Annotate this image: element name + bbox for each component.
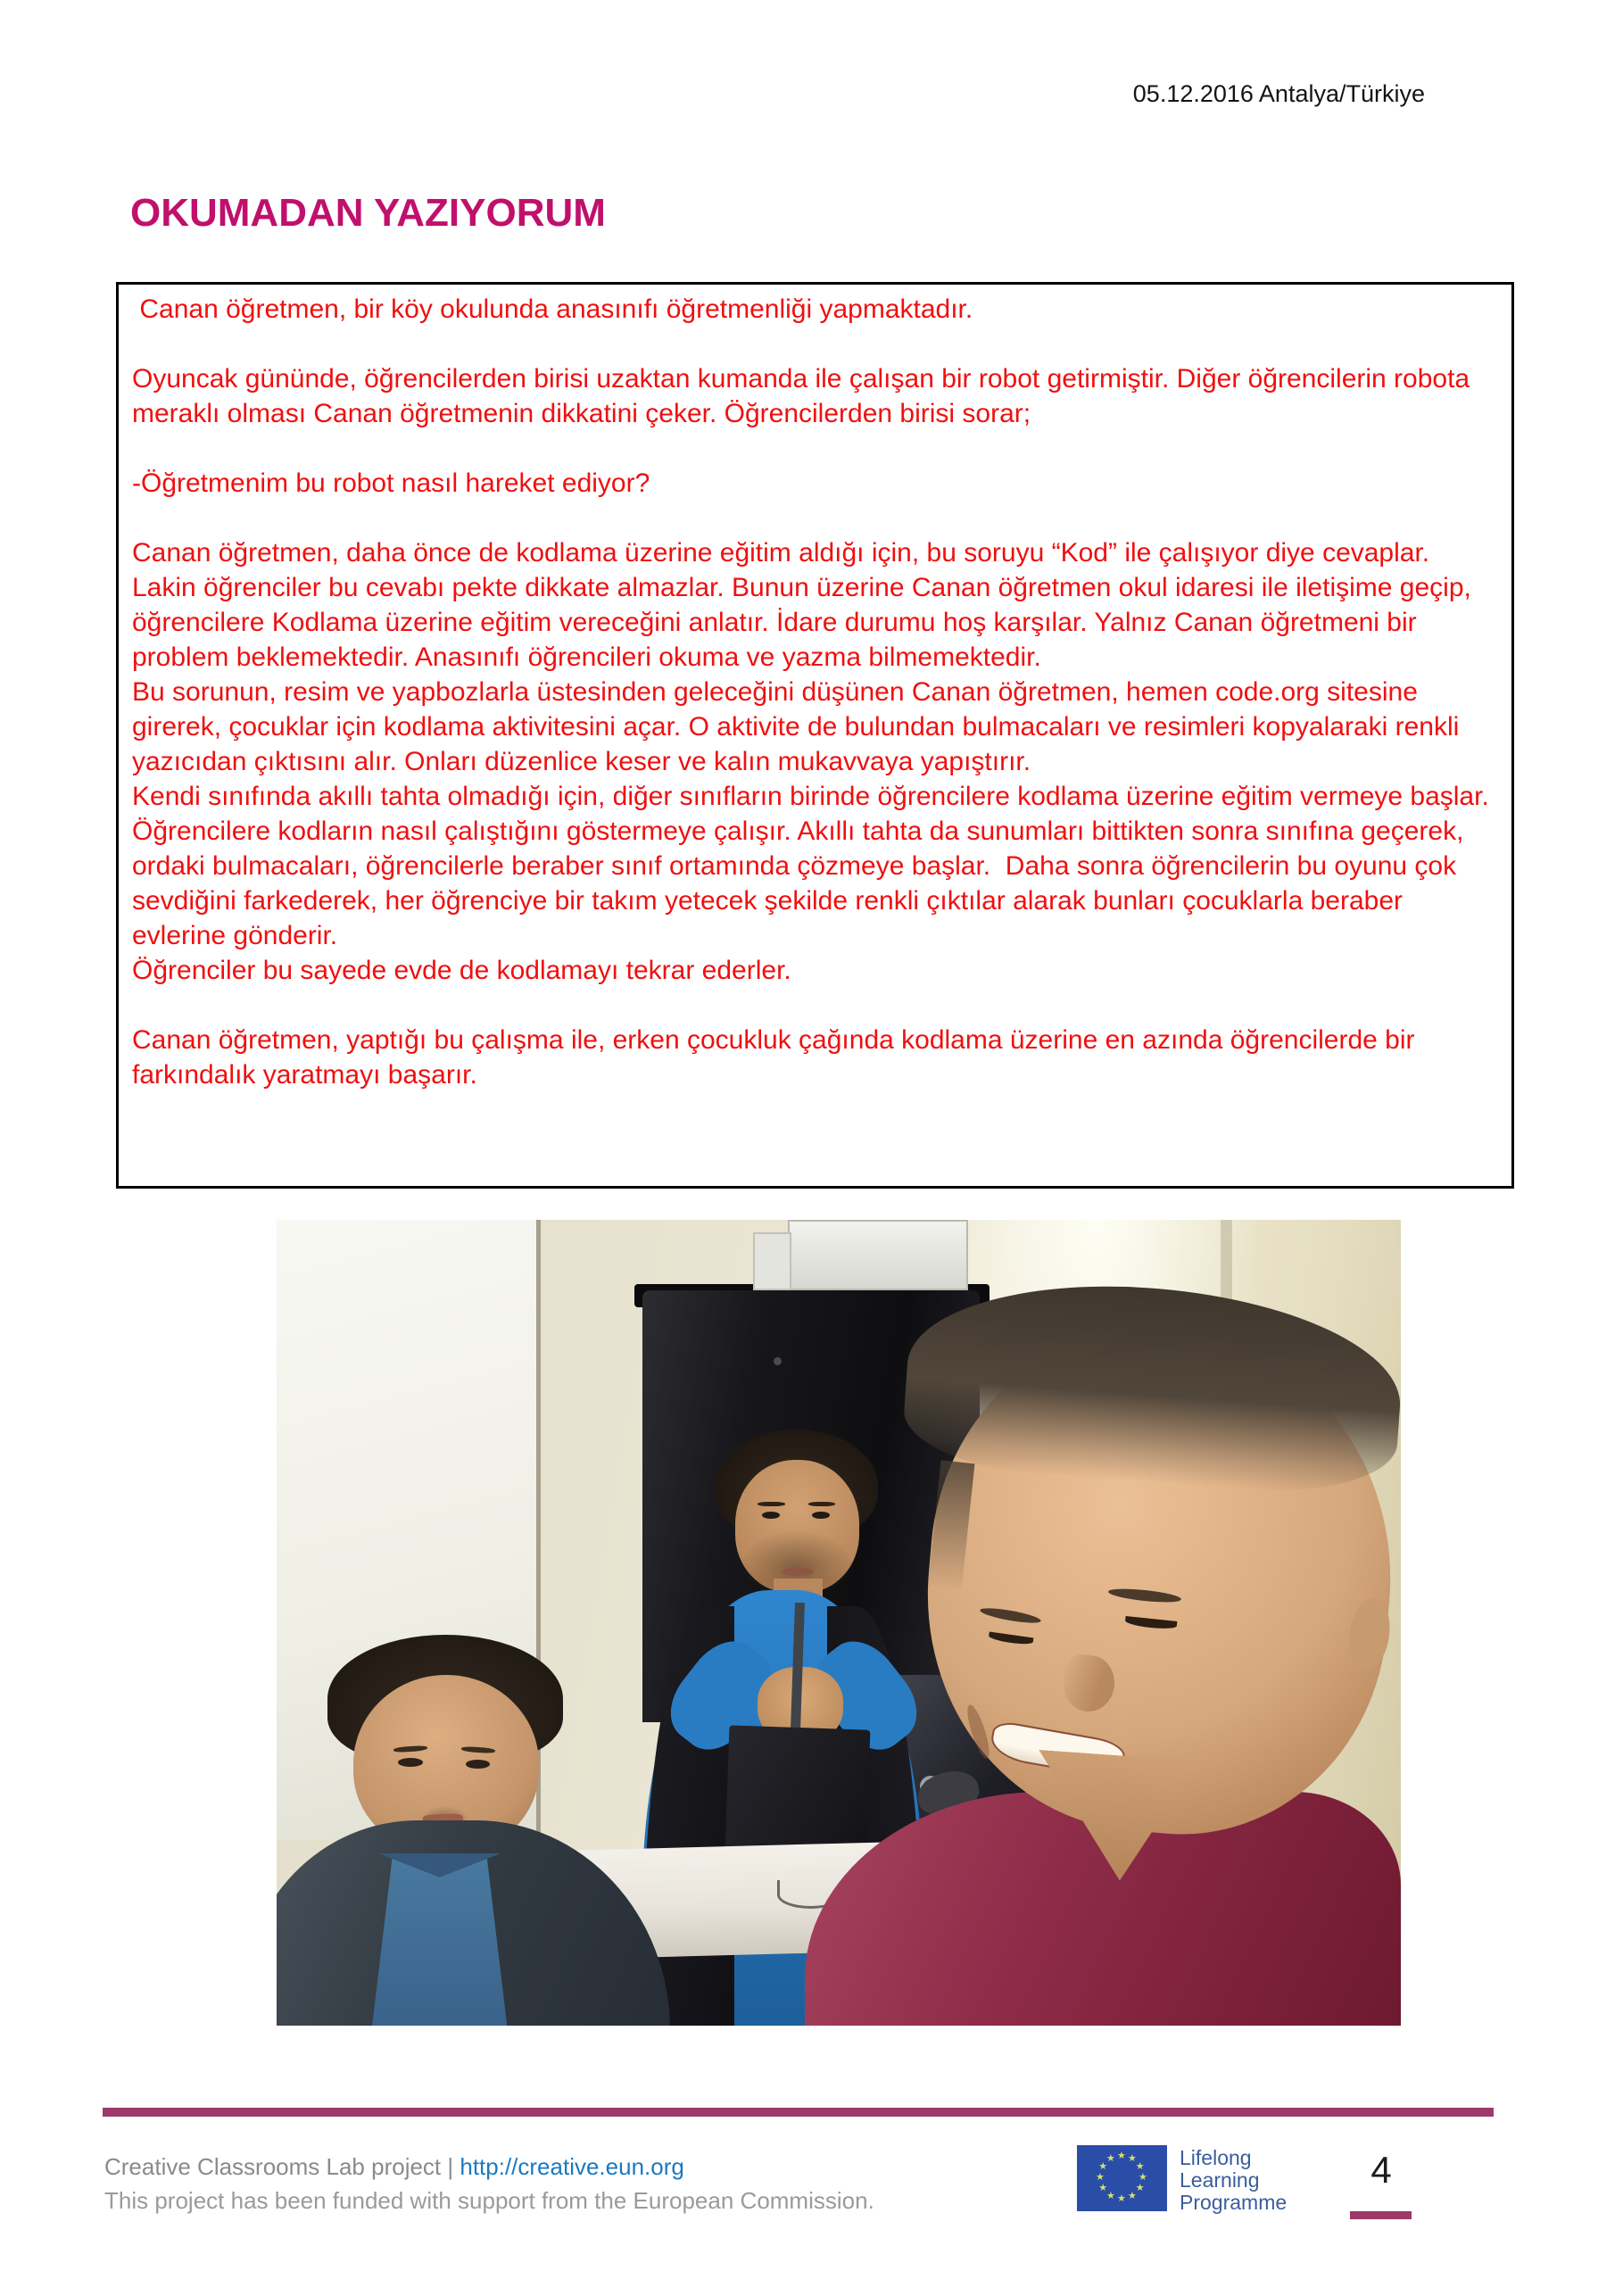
left-man-shirt [372,1856,507,2026]
header-date: 05.12.2016 Antalya/Türkiye [1132,80,1425,107]
footer-divider [103,2108,1494,2117]
eu-star-icon: ★ [1135,2161,1145,2172]
footer-project-link[interactable]: http://creative.eun.org [460,2153,684,2180]
eu-star-icon: ★ [1106,2153,1115,2165]
equipment-panel [753,1232,791,1290]
eu-star-icon: ★ [1106,2190,1115,2201]
llp-logo-line: Lifelong [1180,2146,1252,2169]
story-paragraph: -Öğretmenim bu robot nasıl hareket ediyor? [132,468,650,498]
page-number: 4 [1370,2149,1392,2191]
story-paragraph [132,327,1497,361]
story-paragraph: Canan öğretmen, bir köy okulunda anasınıfı öğretmenliği yapmaktadır. [132,294,973,324]
server-rack-handle [774,1357,782,1365]
llp-logo-text [1180,2147,1287,2214]
eu-star-icon: ★ [1117,2151,1126,2161]
eu-star-icon: ★ [1098,2161,1108,2172]
eu-flag-icon [1077,2145,1167,2211]
footer-funding-note: This project has been funded with support from the European Commission. [104,2187,874,2214]
footer-project-line [104,2153,684,2181]
left-man-eye [466,1760,491,1769]
center-man-eye [812,1512,830,1519]
eu-star-icon: ★ [1128,2153,1137,2165]
story-paragraph: Canan öğretmen, daha önce de kodlama üzerine eğitim aldığı için, bu soruyu “Kod” ile çalışıyor diye cevaplar. Lakin öğrenciler bu cevabı pekte dikkate almazlar. Bunun üzerine Canan öğretmen okul idaresi ile iletişime geçip, öğrencilere Kodlama üzerine eğitim vereceğini anlatır. İdare durumu hoş karşılar. Yalnız Canan öğretmeni bir problem beklemektedir. Anasınıfı öğrencileri okuma ve yazma bilmemektedir. [132,538,1479,672]
eu-star-icon: ★ [1098,2183,1108,2193]
story-paragraph: Kendi sınıfında akıllı tahta olmadığı için, diğer sınıfların birinde öğrencilere kodlama üzerine eğitim vermeye başlar. Öğrencilere kodların nasıl çalıştığını göstermeye çalışır. Akıllı tahta da sunumları bittikten sonra sınıfına geçerek, ordaki bulmacaları, öğrencilerle beraber sınıf ortamında çözmeye başlar. Daha sonra öğrencilerin bu oyunu çok sevdiğini farkederek, her öğrenciye bir takım yetecek şekilde renkli çıktılar alarak bunları çocuklarla beraber evlerine gönderir. [132,782,1497,950]
left-man-eye [398,1758,423,1767]
eu-star-icon: ★ [1135,2183,1145,2193]
story-paragraph [132,988,1497,1023]
story-paragraph [132,501,1497,535]
eu-star-icon: ★ [1139,2172,1147,2183]
story-paragraph [132,431,1497,466]
story-paragraph: Canan öğretmen, yaptığı bu çalışma ile, erken çocukluk çağında kodlama üzerine en azında öğrencilerde bir farkındalık yaratmayı başarır. [132,1025,1422,1090]
llp-logo-line: Programme [1180,2191,1288,2214]
eu-star-icon: ★ [1128,2190,1137,2201]
eu-star-icon: ★ [1096,2172,1105,2183]
llp-logo-line: Learning [1180,2168,1260,2192]
story-paragraph: Öğrenciler bu sayede evde de kodlamayı tekrar ederler. [132,956,791,985]
eu-flag-stars [1077,2145,1167,2211]
story-paragraph: Oyuncak gününde, öğrencilerden birisi uzaktan kumanda ile çalışan bir robot getirmiştir. Diğer öğrencilerin robota meraklı olması Canan öğretmenin dikkatini çeker. Öğrencilerden birisi sorar; [132,364,1478,428]
story-paragraph: Bu sorunun, resim ve yapbozlarla üstesinden geleceğini düşünen Canan öğretmen, hemen code.org sitesine girerek, çocuklar için kodlama aktivitesini açar. O aktivite de bulundan bulmacaları ve resimleri kopyalaraki renkli yazıcıdan çıktısını alır. Onları düzenlice keser ve kalın mukavvaya yapıştırır. [132,677,1467,776]
equipment-box [788,1220,968,1290]
story-text-box [116,282,1514,1189]
classroom-selfie-photo [277,1220,1401,2026]
page-number-accent [1350,2211,1412,2219]
eu-star-icon: ★ [1117,2193,1126,2204]
footer-project-label: Creative Classrooms Lab project | [104,2153,460,2180]
page-title: OKUMADAN YAZIYORUM [130,191,606,235]
